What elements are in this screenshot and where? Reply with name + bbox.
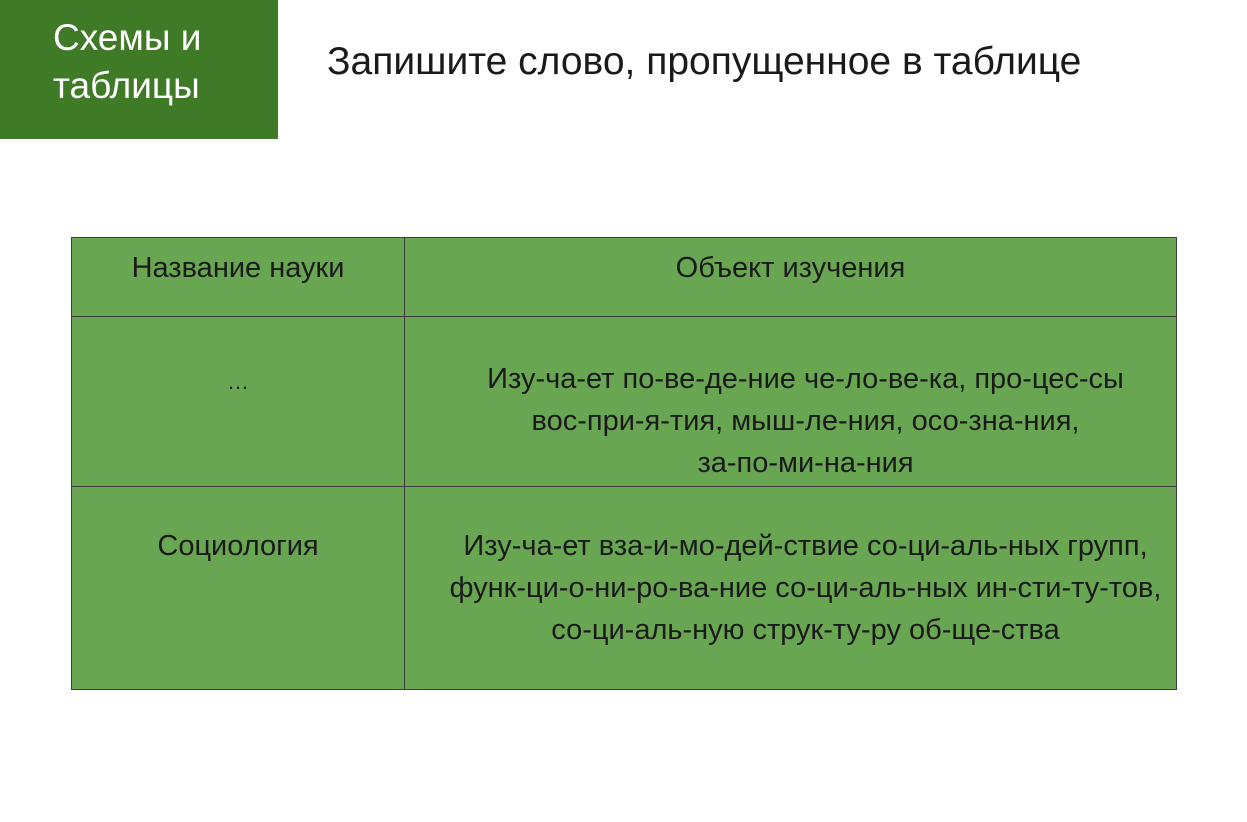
table-header-row [72,238,1177,317]
object-line: Изу-ча-ет по-ве-де-ние че-ло-ве-ка, про-цес-сы [487,363,1124,395]
table-row [72,487,1177,690]
cell-science-name: Социология [72,487,405,690]
header-cell-science-name: Название науки [72,238,405,317]
object-line: функ-ци-о-ни-ро-ва-ние со-ци-аль-ных ин-сти-ту-тов, [449,572,1162,604]
object-line: Изу-ча-ет вза-и-мо-дей-ствие со-ци-аль-ных групп, [463,530,1148,562]
object-line: вос-при-я-тия, мыш-ле-ния, осо-зна-ния, [531,405,1080,437]
badge-line-2: таблицы [53,65,200,106]
table-row [72,317,1177,487]
slide-title: Запишите слово, пропущенное в таблице [327,40,1082,83]
cell-missing-science: … [72,317,405,487]
badge-line-1: Схемы и [53,17,202,58]
section-badge [0,0,278,139]
object-line: за-по-ми-на-ния [697,447,914,479]
sciences-table-container [71,237,1247,691]
cell-study-object [405,317,1177,487]
cell-study-object [405,487,1177,690]
object-line: со-ци-аль-ную струк-ту-ру об-ще-ства [551,614,1060,646]
sciences-table [71,237,1177,690]
header-cell-study-object: Объект изучения [405,238,1177,317]
